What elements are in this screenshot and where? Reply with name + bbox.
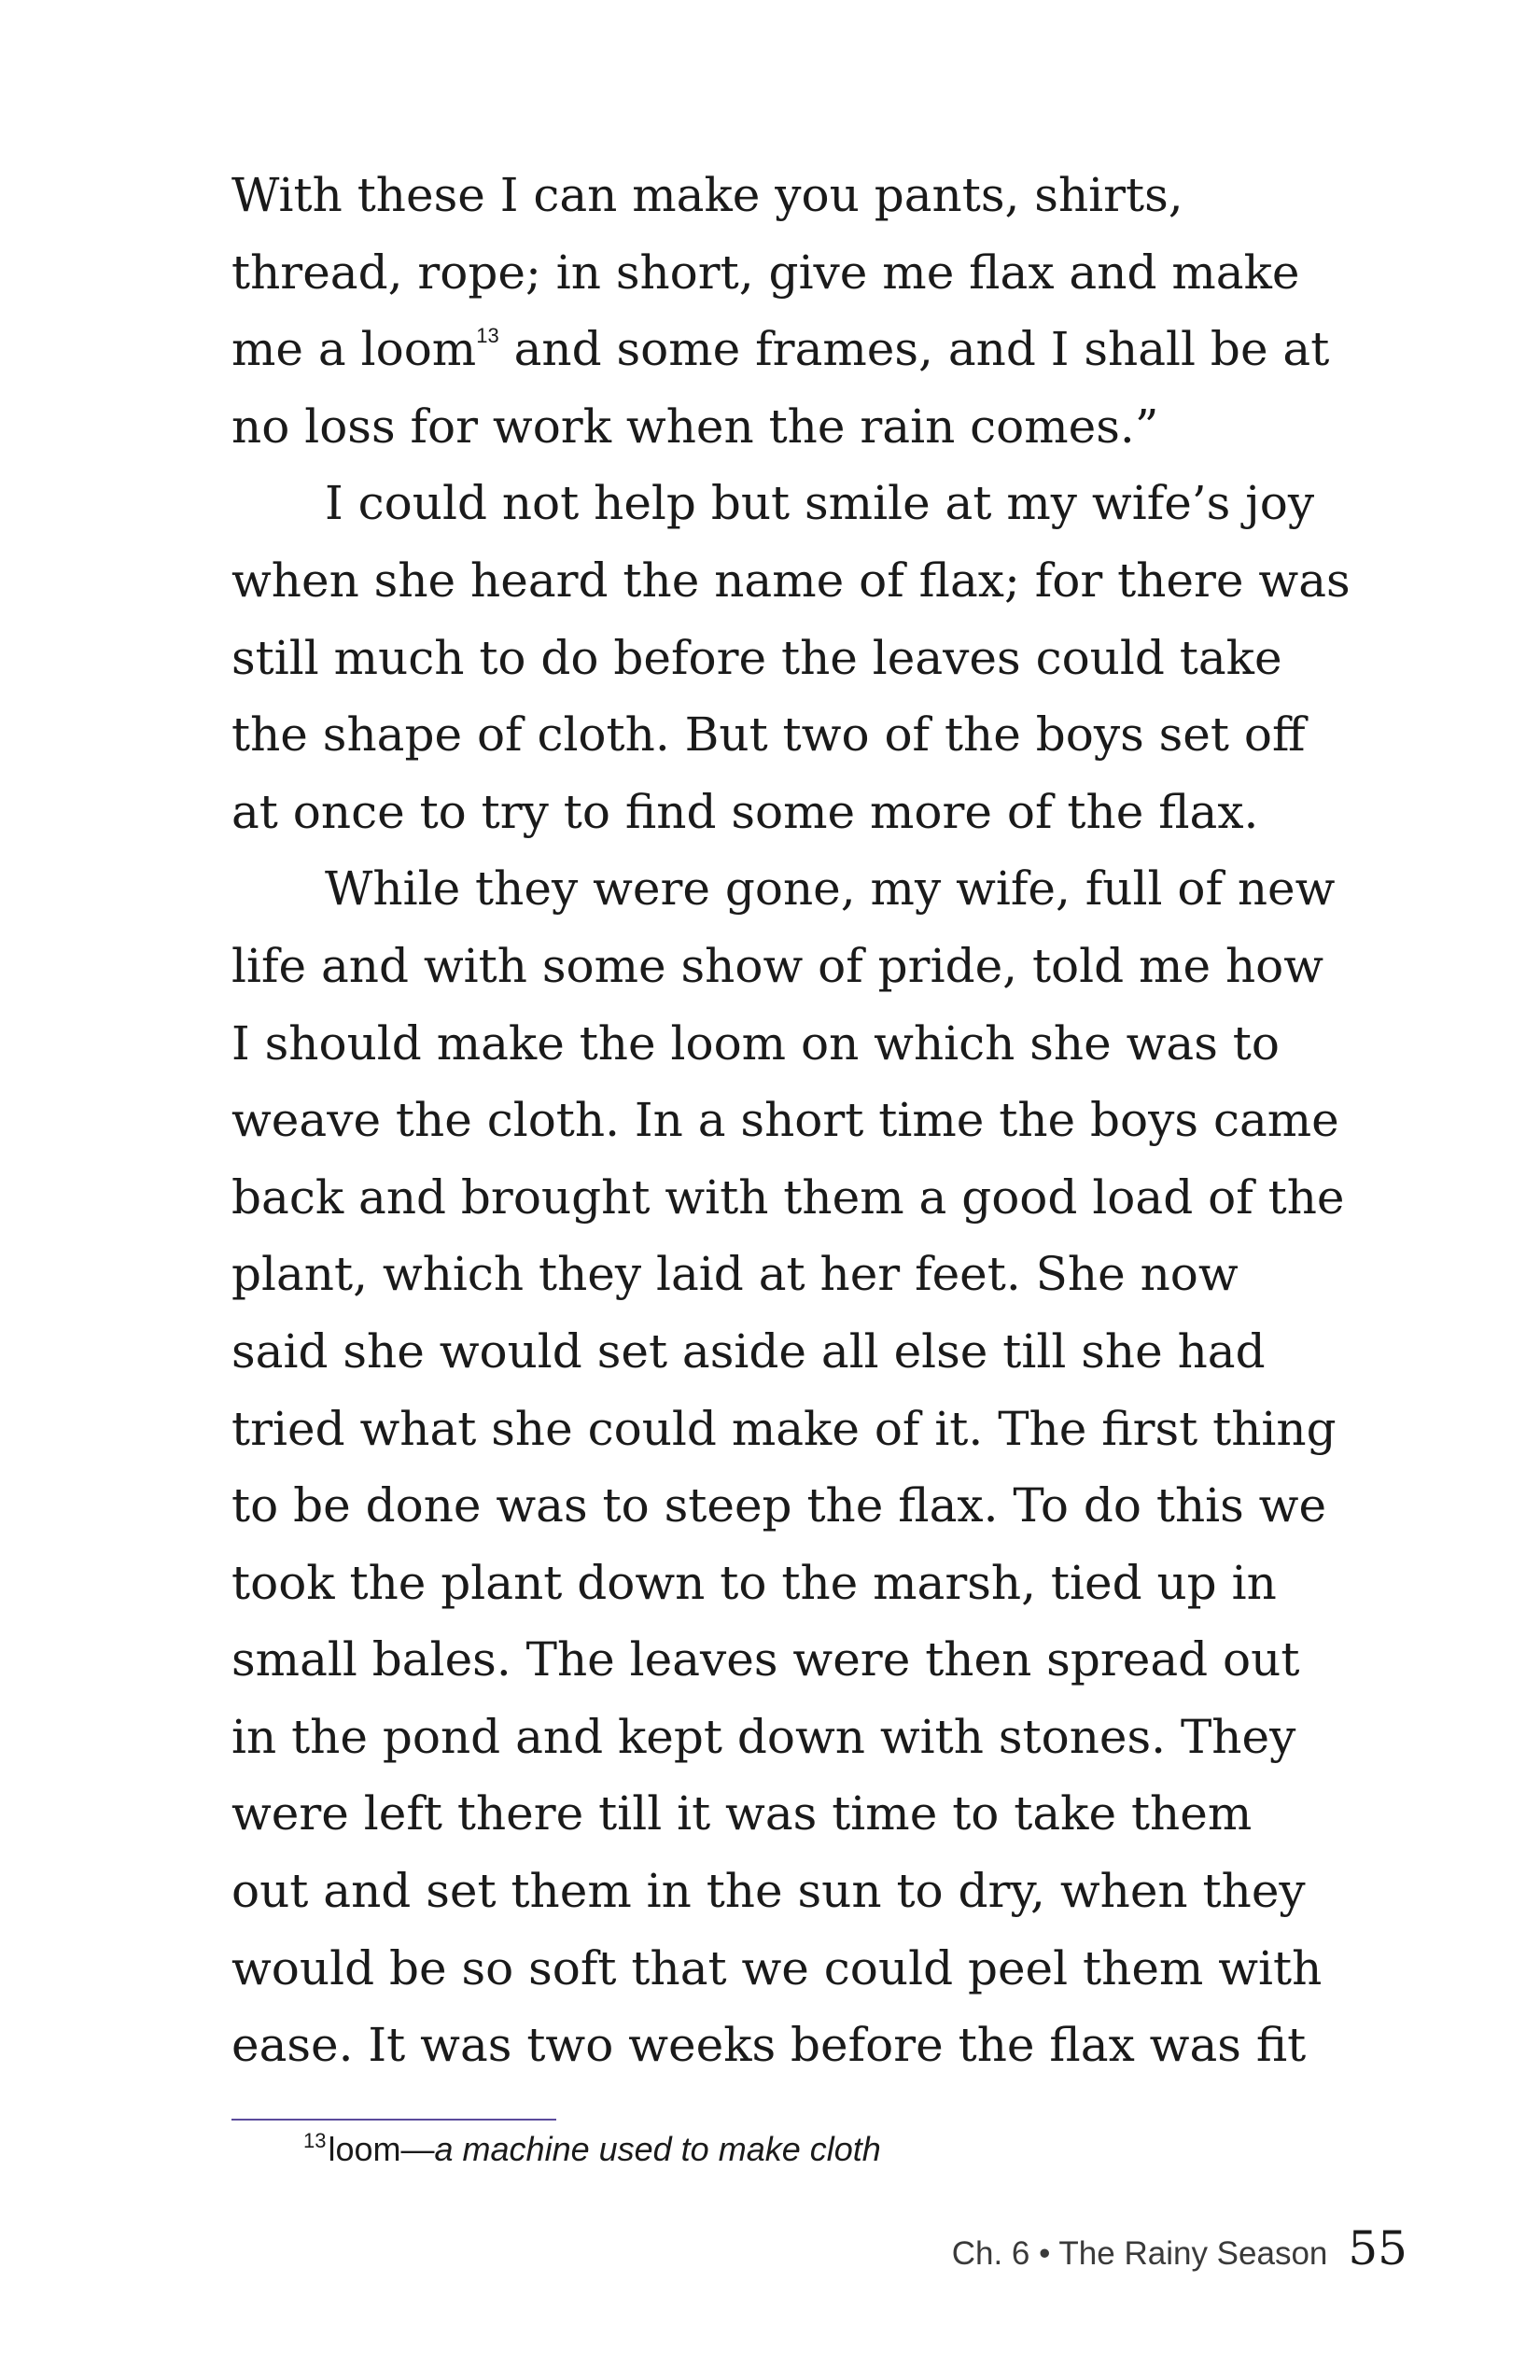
text-line: small bales. The leaves were then spread out <box>231 1632 1300 1687</box>
page-number: 55 <box>1348 2221 1407 2275</box>
text-line: were left there till it was time to take them <box>231 1786 1253 1841</box>
text-line: thread, rope; in short, give me flax and make <box>231 245 1300 300</box>
text-line: ease. It was two weeks before the flax was fit <box>231 2018 1307 2073</box>
footnote-divider <box>231 2119 556 2121</box>
footnote-number: 13 <box>303 2129 327 2152</box>
text-line: said she would set aside all else till she had <box>231 1323 1266 1379</box>
text-line: out and set them in the sun to dry, when they <box>231 1864 1306 1919</box>
footnote-term: loom— <box>328 2130 435 2168</box>
paragraph-start-line: I could not help but smile at my wife’s joy <box>325 476 1315 531</box>
text-line: when she heard the name of flax; for there was <box>231 553 1351 608</box>
text-line: tried what she could make of it. The first thing <box>231 1401 1337 1456</box>
text-line: still much to do before the leaves could take <box>231 630 1282 685</box>
text-line-end: and some frames, and I shall be at <box>498 322 1330 377</box>
text-line: back and brought with them a good load of the <box>231 1169 1345 1225</box>
chapter-title: Ch. 6 • The Rainy Season <box>951 2235 1328 2272</box>
text-line: With these I can make you pants, shirts, <box>231 168 1183 222</box>
text-line: at once to try to find some more of the flax. <box>231 784 1259 839</box>
page-footer <box>952 2221 1407 2275</box>
text-line: would be so soft that we could peel them with <box>231 1940 1323 1995</box>
text-line: life and with some show of pride, told me how <box>231 938 1324 993</box>
text-line: no loss for work when the rain comes.” <box>231 399 1159 454</box>
text-line-start: me a loom <box>231 322 477 377</box>
text-line <box>231 311 1351 388</box>
footnote-reference[interactable]: 13 <box>476 324 499 348</box>
footnote <box>303 2130 881 2169</box>
text-line: plant, which they laid at her feet. She now <box>231 1247 1239 1302</box>
text-line: to be done was to steep the flax. To do this we <box>231 1478 1327 1533</box>
paragraph-start-line: While they were gone, my wife, full of new <box>325 861 1336 917</box>
body-text <box>231 157 1351 2084</box>
text-line: weave the cloth. In a short time the boys came <box>231 1093 1339 1148</box>
text-line: in the pond and kept down with stones. They <box>231 1709 1296 1764</box>
footnote-definition: a machine used to make cloth <box>434 2130 881 2168</box>
text-line: I should make the loom on which she was to <box>231 1015 1280 1071</box>
text-line: took the plant down to the marsh, tied up in <box>231 1555 1277 1610</box>
text-line: the shape of cloth. But two of the boys set off <box>231 707 1306 763</box>
